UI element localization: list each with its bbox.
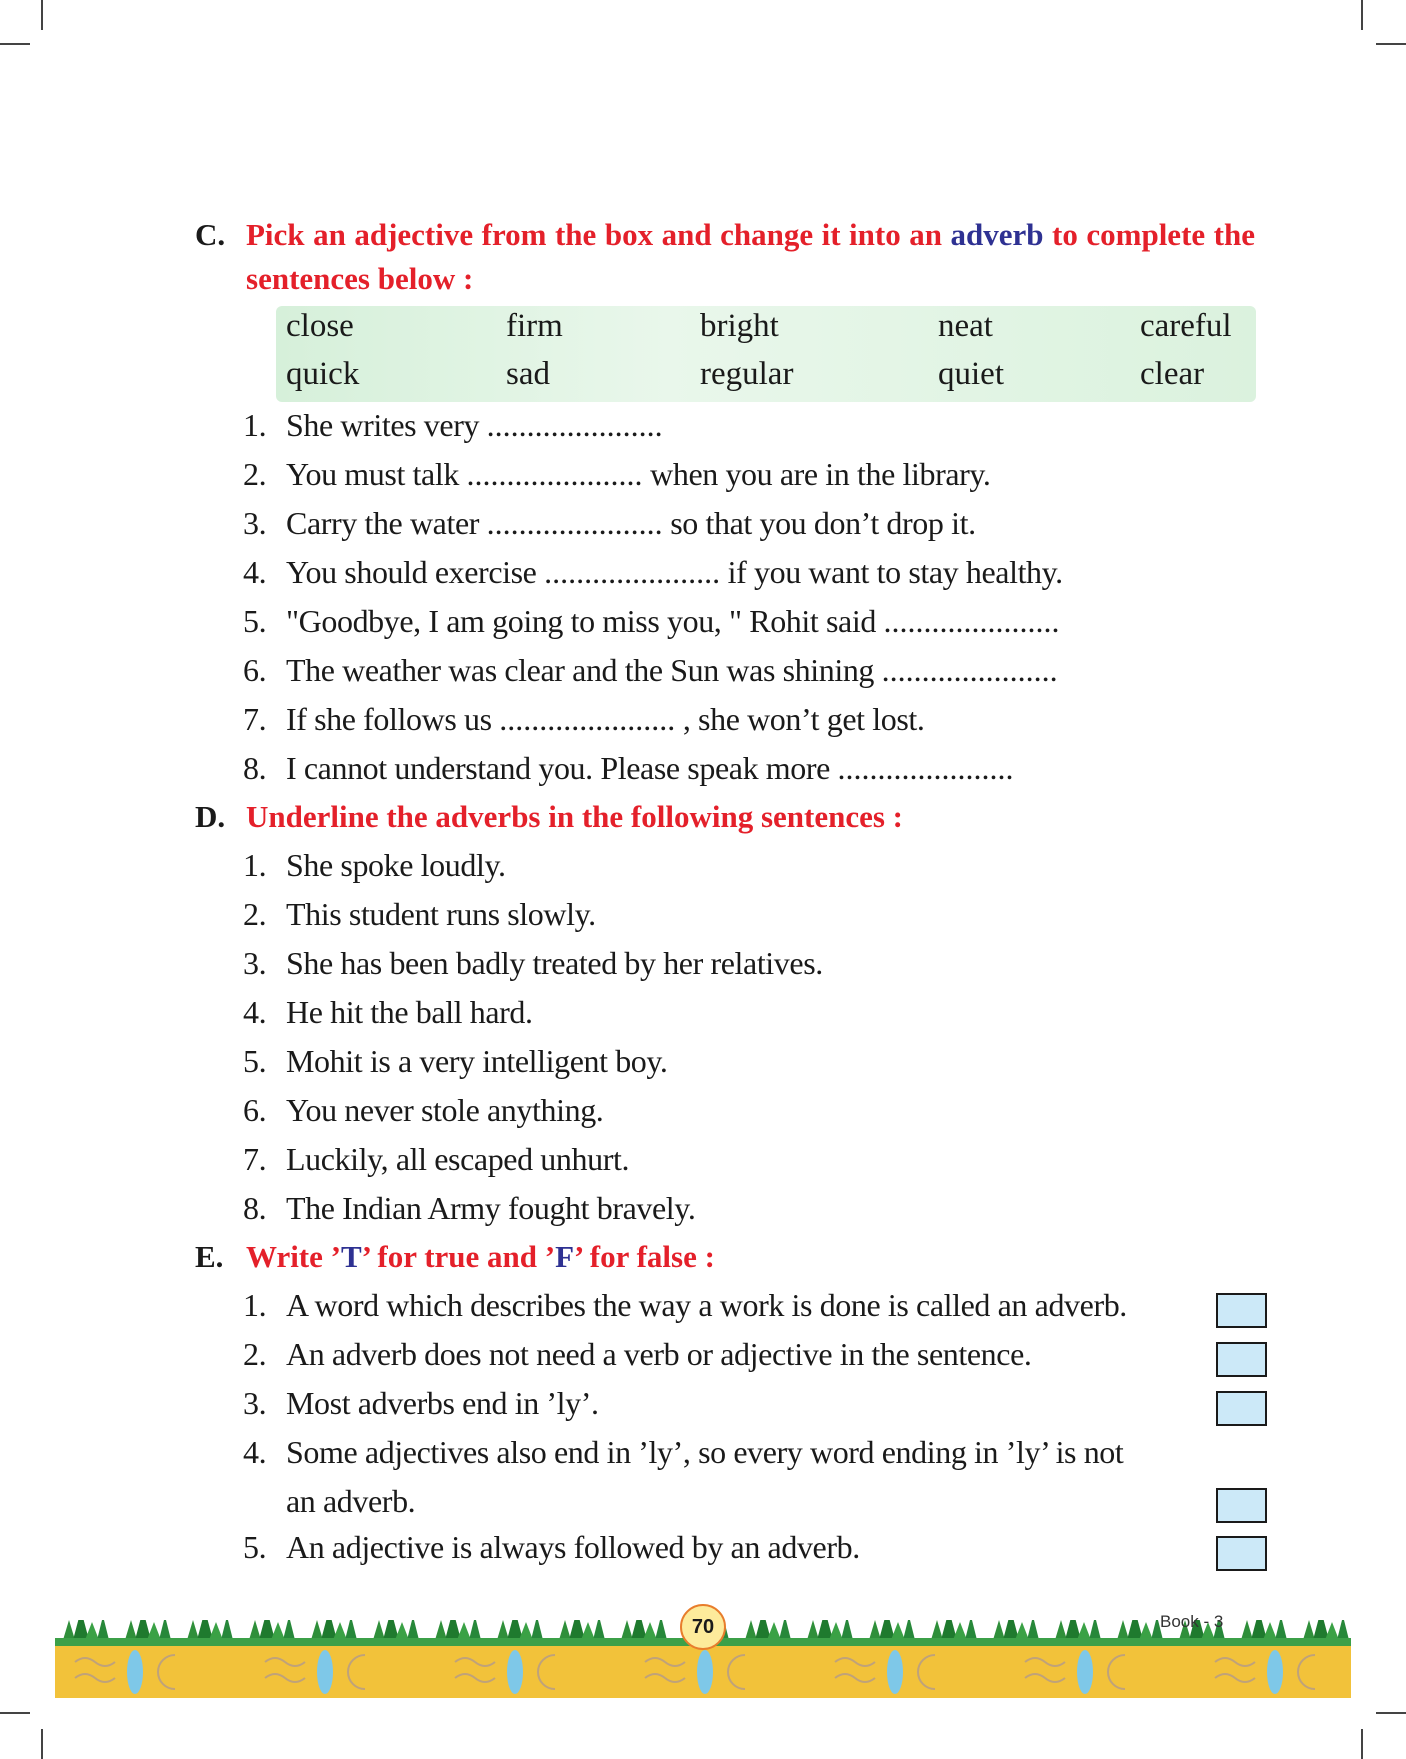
sentence-text[interactable]: The Indian Army fought bravely.: [286, 1190, 696, 1226]
page-number-badge: 70: [680, 1604, 726, 1650]
item-text: You must talk: [286, 456, 467, 492]
word-box-word: close: [286, 308, 354, 344]
item-number: 1.: [243, 847, 267, 883]
true-false-answer-box[interactable]: [1216, 1391, 1267, 1426]
true-false-answer-box[interactable]: [1216, 1488, 1267, 1523]
list-item: [243, 841, 506, 890]
item-number: 3.: [243, 945, 267, 981]
true-false-answer-box[interactable]: [1216, 1342, 1267, 1377]
adverb-keyword: adverb: [950, 217, 1044, 252]
statement-text: An adverb does not need a verb or adjective in the sentence.: [286, 1336, 1032, 1372]
list-item: [243, 1184, 695, 1233]
section-c-instruction: Pick an adjective from the box and change it into an adverb to complete the sentences below :: [246, 217, 1255, 296]
item-number: 3.: [243, 1385, 267, 1421]
item-number: 4.: [243, 994, 267, 1030]
crop-mark: [41, 1729, 43, 1759]
list-item: [243, 1037, 668, 1086]
item-number: 8.: [243, 1190, 267, 1226]
list-item: [243, 695, 925, 744]
sentence-text[interactable]: She has been badly treated by her relatives.: [286, 945, 823, 981]
item-number: 2.: [243, 896, 267, 932]
statement-text: A word which describes the way a work is done is called an adverb.: [286, 1287, 1127, 1323]
item-number: 6.: [243, 1092, 267, 1128]
item-text: , she won’t get lost.: [675, 701, 925, 737]
answer-blank[interactable]: ......................: [486, 407, 663, 443]
item-number: 5.: [243, 1043, 267, 1079]
word-box-word: regular: [700, 356, 794, 392]
list-item: [243, 597, 1060, 646]
answer-blank[interactable]: ......................: [837, 750, 1014, 786]
section-d-heading: [195, 795, 1255, 839]
sentence-text[interactable]: This student runs slowly.: [286, 896, 596, 932]
item-text: "Goodbye, I am going to miss you, " Rohit said: [286, 603, 884, 639]
list-item: [243, 890, 596, 939]
item-number: 8.: [243, 750, 267, 786]
word-box-word: bright: [700, 308, 779, 344]
list-item: [243, 1379, 599, 1428]
book-label: Book - 3: [1160, 1612, 1224, 1631]
word-box-word: quick: [286, 356, 360, 392]
section-e-heading: [195, 1235, 1255, 1279]
item-text: If she follows us: [286, 701, 500, 737]
sentence-text[interactable]: He hit the ball hard.: [286, 994, 533, 1030]
word-box-word: firm: [506, 308, 563, 344]
answer-blank[interactable]: ......................: [544, 554, 721, 590]
answer-blank[interactable]: ......................: [466, 456, 643, 492]
list-item: [243, 1086, 603, 1135]
item-number: 2.: [243, 1336, 267, 1372]
section-d-letter: D.: [195, 799, 226, 834]
sentence-text[interactable]: You never stole anything.: [286, 1092, 604, 1128]
item-number: 6.: [243, 652, 267, 688]
crop-mark: [1361, 1729, 1363, 1759]
true-false-answer-box[interactable]: [1216, 1536, 1267, 1571]
section-e-instruction: Write ’T’ for true and ’F’ for false :: [246, 1239, 715, 1274]
sentence-text[interactable]: Luckily, all escaped unhurt.: [286, 1141, 630, 1177]
crop-mark: [1376, 43, 1406, 45]
item-number: 3.: [243, 505, 267, 541]
list-item: [243, 646, 1058, 695]
word-box-word: neat: [938, 308, 993, 344]
list-item: [243, 1523, 860, 1572]
list-item: [243, 548, 1063, 597]
item-text: Carry the water: [286, 505, 487, 541]
list-item: [243, 499, 976, 548]
item-text: when you are in the library.: [642, 456, 991, 492]
word-box-word: clear: [1140, 356, 1205, 392]
crop-mark: [1361, 0, 1363, 30]
list-item: [243, 988, 533, 1037]
item-number: 5.: [243, 603, 267, 639]
item-text: if you want to stay healthy.: [720, 554, 1063, 590]
item-number: 2.: [243, 456, 267, 492]
statement-text: An adjective is always followed by an adverb.: [286, 1529, 860, 1565]
item-text: She writes very: [286, 407, 487, 443]
answer-blank[interactable]: ......................: [883, 603, 1060, 639]
item-text: so that you don’t drop it.: [662, 505, 976, 541]
item-number: 5.: [243, 1529, 267, 1565]
word-box-word: careful: [1140, 308, 1232, 344]
sentence-text[interactable]: Mohit is a very intelligent boy.: [286, 1043, 668, 1079]
item-number: 4.: [243, 1434, 267, 1470]
crop-mark: [0, 1712, 30, 1714]
crop-mark: [0, 43, 30, 45]
section-c-heading: [195, 213, 1255, 301]
statement-text: Some adjectives also end in ’ly’, so every word ending in ’ly’ is not: [286, 1434, 1124, 1470]
section-d-instruction: Underline the adverbs in the following sentences :: [246, 799, 904, 834]
statement-text-continued: an adverb.: [286, 1483, 416, 1519]
item-number: 7.: [243, 701, 267, 737]
item-text: I cannot understand you. Please speak more: [286, 750, 838, 786]
list-item: [243, 450, 991, 499]
item-number: 7.: [243, 1141, 267, 1177]
item-number: 4.: [243, 554, 267, 590]
list-item: [243, 1135, 629, 1184]
list-item: [243, 401, 663, 450]
sentence-text[interactable]: She spoke loudly.: [286, 847, 506, 883]
section-c-letter: C.: [195, 217, 226, 252]
answer-blank[interactable]: ......................: [881, 652, 1058, 688]
item-text: The weather was clear and the Sun was shining: [286, 652, 882, 688]
answer-blank[interactable]: ......................: [499, 701, 676, 737]
item-number: 1.: [243, 407, 267, 443]
true-false-answer-box[interactable]: [1216, 1293, 1267, 1328]
item-number: 1.: [243, 1287, 267, 1323]
list-item: [243, 744, 1014, 793]
list-item: [243, 939, 823, 988]
list-item: [243, 1281, 1127, 1330]
list-item: [243, 1428, 1123, 1526]
list-item: [243, 1330, 1031, 1379]
word-box-word: quiet: [938, 356, 1004, 392]
answer-blank[interactable]: ......................: [486, 505, 663, 541]
crop-mark: [1376, 1712, 1406, 1714]
word-box-word: sad: [506, 356, 550, 392]
item-text: You should exercise: [286, 554, 545, 590]
section-e-letter: E.: [195, 1239, 224, 1274]
crop-mark: [41, 0, 43, 30]
statement-text: Most adverbs end in ’ly’.: [286, 1385, 599, 1421]
